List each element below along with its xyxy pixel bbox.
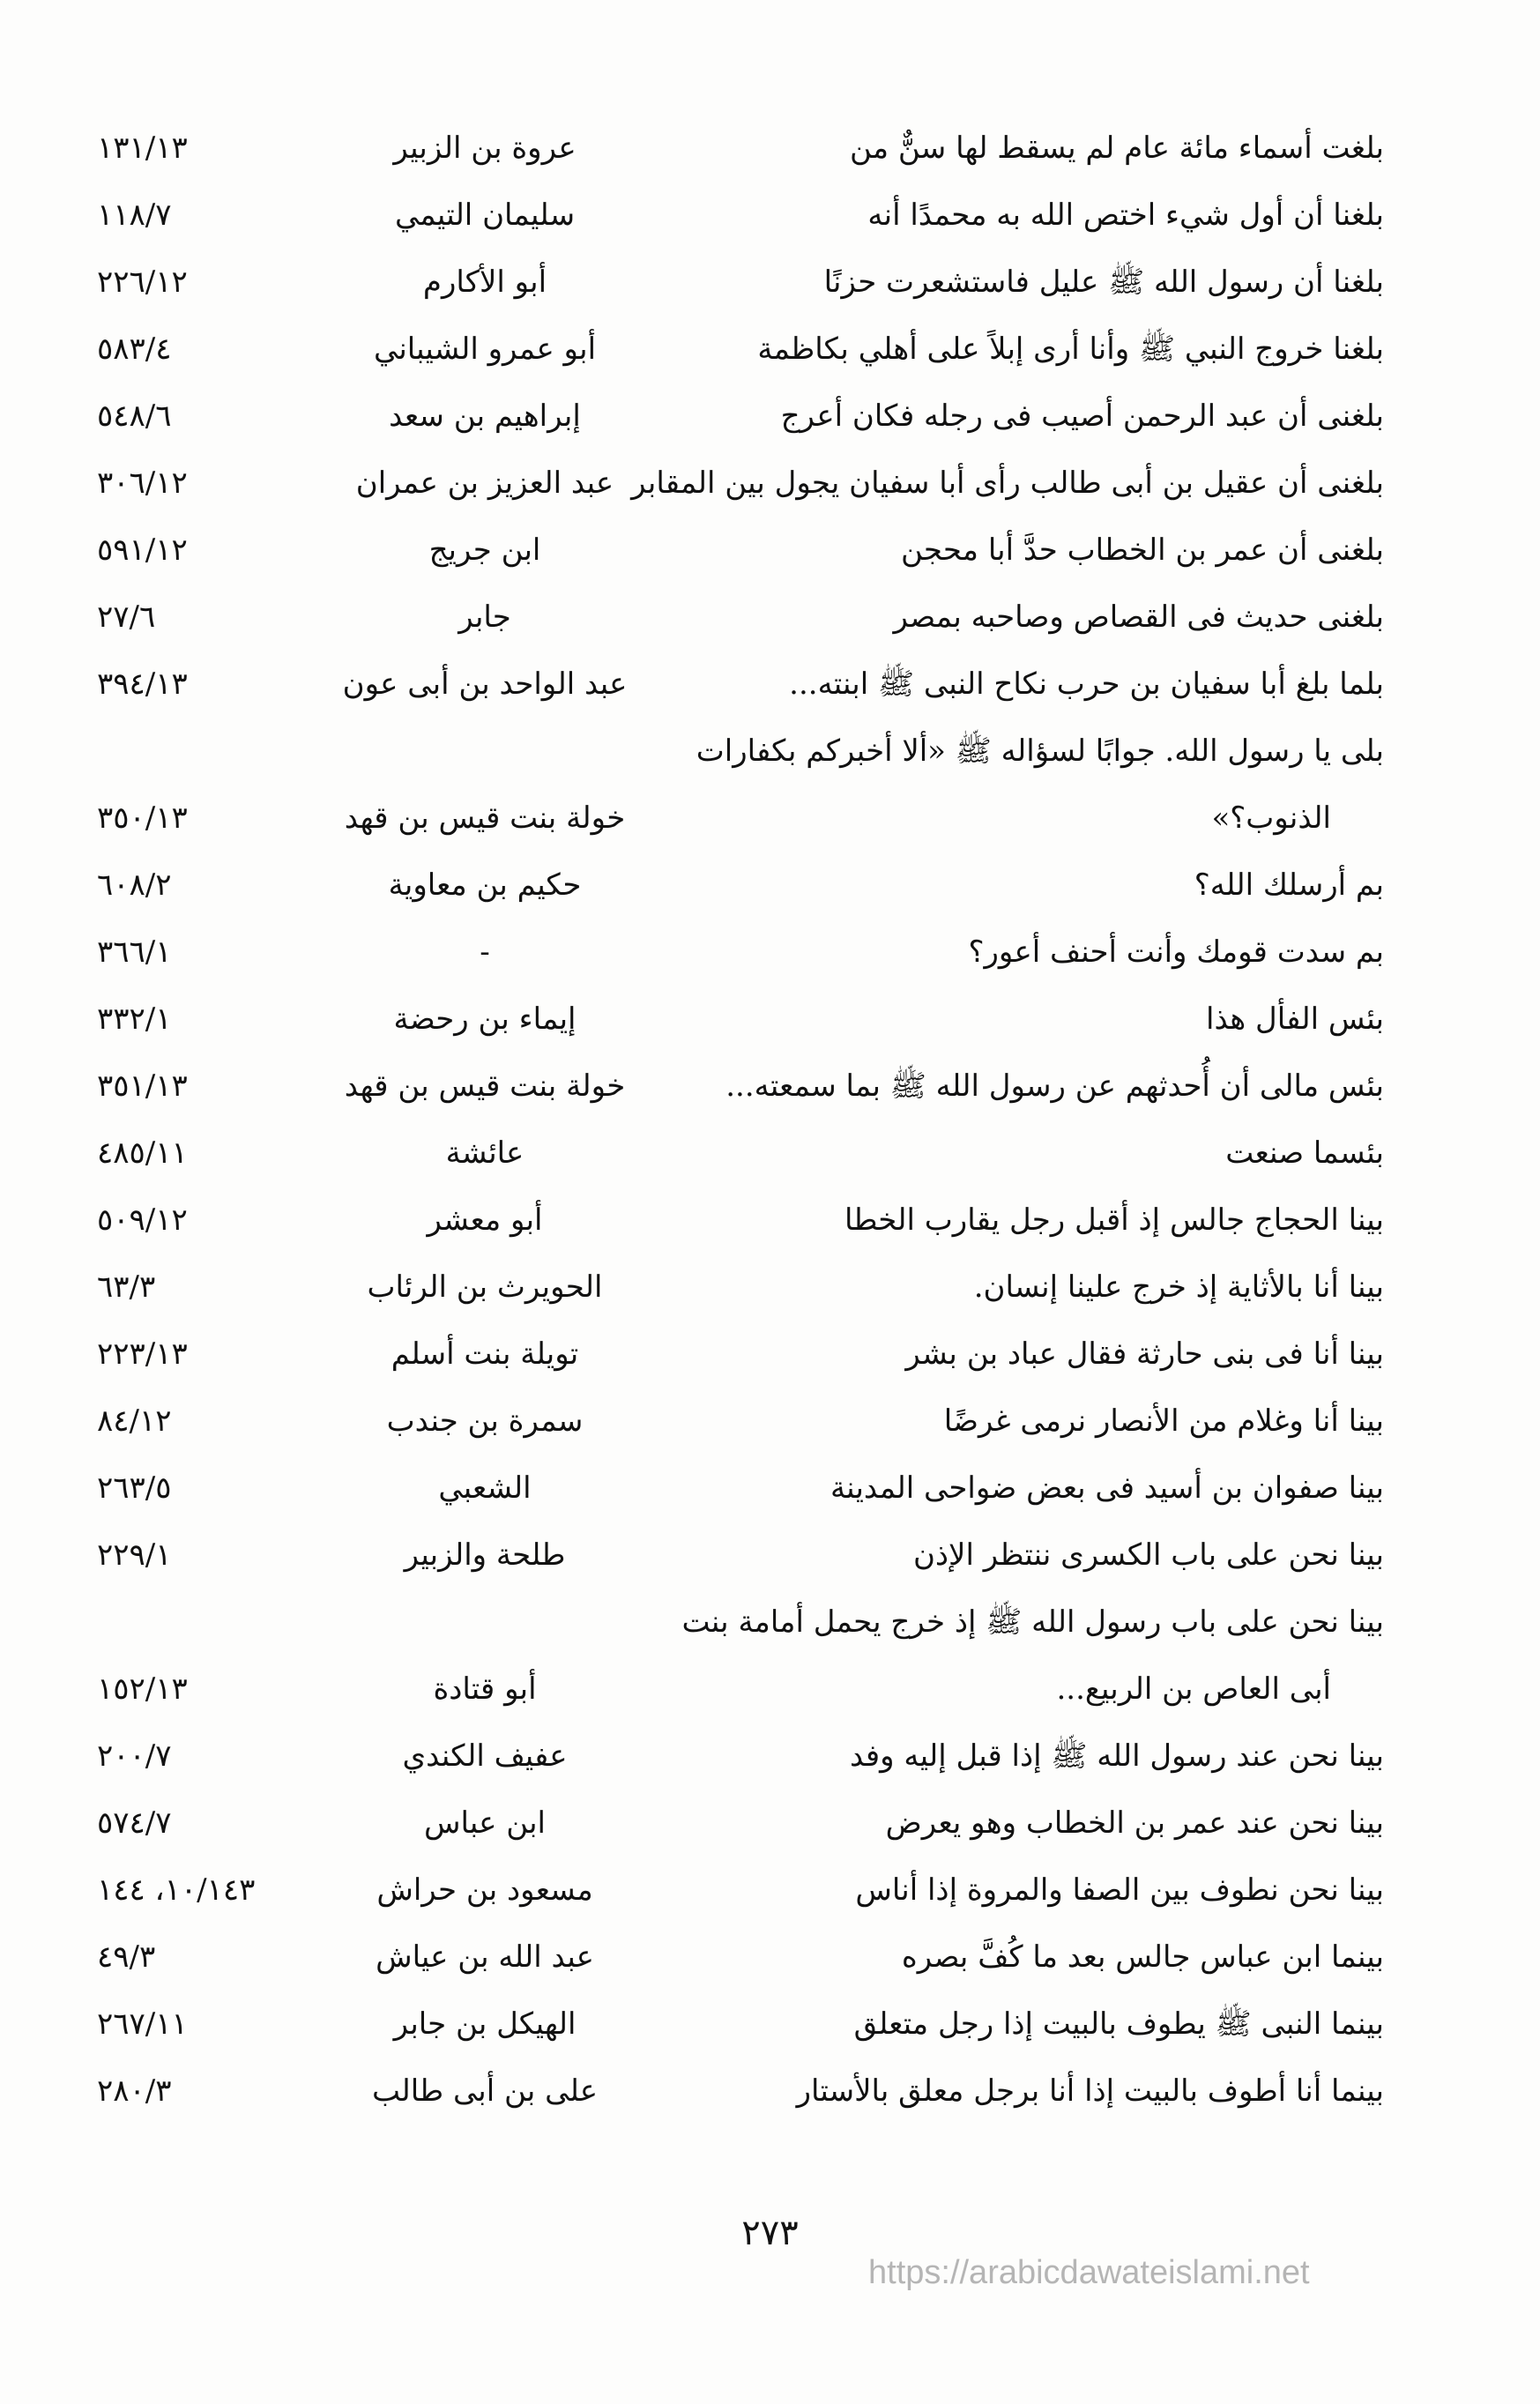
hadith-phrase: بينا الحجاج جالس إذ أقبل رجل يقارب الخطا — [844, 1202, 1384, 1238]
table-row — [97, 718, 1384, 852]
hadith-phrase: بينما النبى ﷺ يطوف بالبيت إذا رجل متعلق — [853, 2006, 1384, 2042]
volume-page-reference: ٢٦٧/١١ — [97, 2006, 188, 2042]
table-row — [97, 584, 1384, 651]
volume-page-reference: ١١٨/٧ — [97, 197, 172, 233]
volume-page-reference: ٢٢٩/١ — [97, 1537, 172, 1573]
hadith-phrase: بينما أنا أطوف بالبيت إذا أنا برجل معلق بالأستار — [796, 2073, 1384, 2109]
row-side-cells — [97, 785, 661, 852]
hadith-phrase-line: أبى العاص بن الربيع... — [1056, 1671, 1331, 1707]
hadith-phrase — [661, 718, 1384, 852]
hadith-phrase: بم سدت قومك وأنت أحنف أعور؟ — [968, 934, 1384, 970]
volume-page-reference: ٤٨٥/١١ — [97, 1135, 188, 1171]
hadith-phrase: بئس مالى أن أُحدثهم عن رسول الله ﷺ بما سمعته... — [725, 1068, 1384, 1104]
volume-page-reference: ٢٠٠/٧ — [97, 1738, 172, 1774]
narrator-name: أبو الأكارم — [422, 264, 547, 300]
narrator-name: إيماء بن رحضة — [393, 1001, 577, 1037]
table-row — [97, 1254, 1384, 1321]
hadith-phrase-line: بينا نحن على باب رسول الله ﷺ إذ خرج يحمل أمامة بنت — [681, 1604, 1384, 1640]
table-row — [97, 2058, 1384, 2125]
volume-page-reference: ٣٣٢/١ — [97, 1001, 172, 1037]
table-row — [97, 1589, 1384, 1723]
hadith-phrase: بينا أنا وغلام من الأنصار نرمى غرضًا — [943, 1403, 1384, 1439]
volume-page-reference: ٨٤/١٢ — [97, 1403, 172, 1439]
hadith-phrase: بينا نحن عند عمر بن الخطاب وهو يعرض — [885, 1805, 1384, 1841]
narrator-name: عبد العزيز بن عمران — [355, 465, 614, 501]
table-row — [97, 1388, 1384, 1455]
narrator-name: طلحة والزبير — [404, 1537, 566, 1573]
hadith-phrase-line: بلى يا رسول الله. جوابًا لسؤاله ﷺ «ألا أخبركم بكفارات — [696, 733, 1384, 769]
volume-page-reference: ٢٢٣/١٣ — [97, 1336, 188, 1372]
hadith-phrase: بينا أنا فى بنى حارثة فقال عباد بن بشر — [905, 1336, 1384, 1372]
volume-page-reference: ٣٥٠/١٣ — [97, 800, 188, 836]
narrator-name: الحويرث بن الرئاب — [367, 1269, 603, 1305]
volume-page-reference: ٤٩/٣ — [97, 1939, 156, 1975]
hadith-phrase: بلغنى حديث فى القصاص وصاحبه بمصر — [893, 599, 1384, 635]
narrator-name: خولة بنت قيس بن قهد — [344, 800, 626, 836]
watermark-url: https://arabicdawateislami.net — [868, 2254, 1310, 2291]
hadith-phrase-line: الذنوب؟» — [1211, 800, 1331, 836]
hadith-phrase: بلغنا أن أول شيء اختص الله به محمدًا أنه — [867, 197, 1384, 233]
hadith-phrase: بلغنى أن عقيل بن أبى طالب رأى أبا سفيان يجول بين المقابر — [631, 465, 1384, 501]
hadith-phrase: بئس الفأل هذا — [1206, 1001, 1384, 1037]
narrator-name: أبو معشر — [427, 1202, 543, 1238]
hadith-phrase: بينا نحن عند رسول الله ﷺ إذا قبل إليه وفد — [850, 1738, 1384, 1774]
volume-page-reference: ٣٠٦/١٢ — [97, 465, 188, 501]
hadith-phrase — [661, 1589, 1384, 1723]
hadith-phrase: بلما بلغ أبا سفيان بن حرب نكاح النبى ﷺ ابنته... — [789, 666, 1384, 702]
table-row — [97, 1321, 1384, 1388]
narrator-name: سليمان التيمي — [394, 197, 576, 233]
volume-page-reference: ٢٧/٦ — [97, 599, 156, 635]
volume-page-reference: ٥٤٨/٦ — [97, 398, 172, 434]
narrator-name: عفيف الكندي — [402, 1738, 568, 1774]
hadith-phrase: بئسما صنعت — [1225, 1135, 1384, 1171]
hadith-phrase: بلغنا أن رسول الله ﷺ عليل فاستشعرت حزنًا — [823, 264, 1384, 300]
narrator-name: ابن عباس — [423, 1805, 546, 1841]
volume-page-reference: ١٣١/١٣ — [97, 130, 188, 166]
table-row — [97, 249, 1384, 316]
hadith-phrase: بلغت أسماء مائة عام لم يسقط لها سنٌّ من — [850, 130, 1384, 166]
table-row — [97, 115, 1384, 182]
narrator-name: عائشة — [445, 1135, 524, 1171]
hadith-index-table — [97, 115, 1384, 2125]
volume-page-reference: ٢٨٠/٣ — [97, 2073, 172, 2109]
volume-page-reference: ٥٧٤/٧ — [97, 1805, 172, 1841]
narrator-name: مسعود بن حراش — [376, 1872, 593, 1908]
table-row — [97, 182, 1384, 249]
row-side-cells — [97, 1656, 661, 1723]
hadith-phrase: بلغنا خروج النبي ﷺ وأنا أرى إبلاً على أهلي بكاظمة — [757, 331, 1384, 367]
table-row — [97, 1991, 1384, 2058]
narrator-name: عروة بن الزبير — [393, 130, 577, 166]
volume-page-reference: ٥٨٣/٤ — [97, 331, 172, 367]
narrator-name: حكيم بن معاوية — [388, 867, 582, 903]
table-row — [97, 1120, 1384, 1187]
narrator-name: عبد الله بن عياش — [376, 1939, 594, 1975]
narrator-name: على بن أبى طالب — [371, 2073, 599, 2109]
hadith-phrase: بينا نحن على باب الكسرى ننتظر الإذن — [912, 1537, 1384, 1573]
volume-page-reference: ٥٠٩/١٢ — [97, 1202, 188, 1238]
volume-page-reference: ٢٦٣/٥ — [97, 1470, 172, 1506]
volume-page-reference: ٢٢٦/١٢ — [97, 264, 188, 300]
table-row — [97, 1522, 1384, 1589]
hadith-phrase: بم أرسلك الله؟ — [1194, 867, 1384, 903]
hadith-phrase: بلغنى أن عبد الرحمن أصيب فى رجله فكان أعرج — [780, 398, 1384, 434]
volume-page-reference: ٣٥١/١٣ — [97, 1068, 188, 1104]
table-row — [97, 1857, 1384, 1924]
volume-page-reference: ١٠/١٤٣، ١٤٤ — [97, 1872, 256, 1908]
volume-page-reference: ٥٩١/١٢ — [97, 532, 188, 568]
narrator-name: تويلة بنت أسلم — [391, 1336, 579, 1372]
volume-page-reference: ٦٠٨/٢ — [97, 867, 172, 903]
hadith-phrase: بينا نحن نطوف بين الصفا والمروة إذا أناس — [855, 1872, 1384, 1908]
table-row — [97, 450, 1384, 517]
table-row — [97, 1723, 1384, 1790]
table-row — [97, 919, 1384, 986]
page-number: ٢٧٣ — [741, 2213, 799, 2253]
narrator-name: خولة بنت قيس بن قهد — [344, 1068, 626, 1104]
narrator-name: أبو عمرو الشيباني — [373, 331, 597, 367]
table-row — [97, 517, 1384, 584]
volume-page-reference: ٣٩٤/١٣ — [97, 666, 188, 702]
narrator-name: أبو قتادة — [433, 1671, 537, 1707]
table-row — [97, 852, 1384, 919]
table-row — [97, 1924, 1384, 1991]
table-row — [97, 1455, 1384, 1522]
table-row — [97, 986, 1384, 1053]
narrator-name: الهيكل بن جابر — [393, 2006, 577, 2042]
hadith-phrase: بينا صفوان بن أسيد فى بعض ضواحى المدينة — [830, 1470, 1384, 1506]
volume-page-reference: ٣٦٦/١ — [97, 934, 172, 970]
volume-page-reference: ١٥٢/١٣ — [97, 1671, 188, 1707]
table-row — [97, 1053, 1384, 1120]
table-row — [97, 651, 1384, 718]
narrator-name: الشعبي — [438, 1470, 532, 1506]
narrator-name: إبراهيم بن سعد — [389, 398, 581, 434]
table-row — [97, 1187, 1384, 1254]
hadith-phrase: بلغنى أن عمر بن الخطاب حدَّ أبا محجن — [901, 532, 1384, 568]
hadith-phrase: بينما ابن عباس جالس بعد ما كُفَّ بصره — [901, 1939, 1384, 1975]
narrator-name: - — [480, 934, 490, 970]
volume-page-reference: ٦٣/٣ — [97, 1269, 156, 1305]
narrator-name: جابر — [458, 599, 511, 635]
narrator-name: سمرة بن جندب — [386, 1403, 584, 1439]
narrator-name: عبد الواحد بن أبى عون — [342, 666, 628, 702]
table-row — [97, 316, 1384, 383]
hadith-phrase: بينا أنا بالأثاية إذ خرج علينا إنسان. — [973, 1269, 1384, 1305]
table-row — [97, 383, 1384, 450]
table-row — [97, 1790, 1384, 1857]
narrator-name: ابن جريج — [428, 532, 541, 568]
